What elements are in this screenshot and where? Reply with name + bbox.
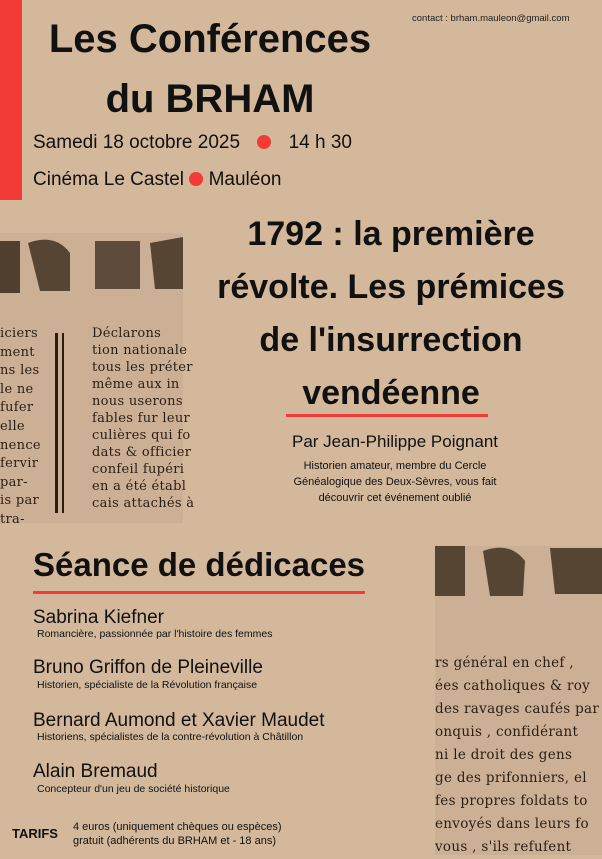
speaker-description bbox=[250, 458, 540, 506]
signing-person-name: Sabrina Kiefner bbox=[33, 607, 164, 628]
scan1-line: Déclarons bbox=[92, 326, 162, 341]
signing-person-role: Historiens, spécialistes de la contre-révolution à Châtillon bbox=[37, 731, 304, 743]
scan1-line: cais attachés à bbox=[92, 496, 195, 511]
scan1-left-line: le ne bbox=[0, 381, 34, 397]
scan1-line: culières qui fo bbox=[92, 428, 191, 443]
speaker-name: Par Jean-Philippe Poignant bbox=[291, 432, 499, 451]
scan1-line: dats & officier bbox=[92, 445, 192, 460]
tarifs-details bbox=[73, 820, 282, 848]
scan2-line: des ravages caufés par bbox=[435, 701, 600, 717]
scan1-left-line: elle bbox=[0, 418, 25, 434]
headline-line-2: révolte. Les prémices bbox=[217, 268, 565, 306]
venue-town: Mauléon bbox=[208, 169, 282, 190]
title-line-1: Les Conférences bbox=[48, 17, 372, 61]
scan1-line: nous userons bbox=[92, 394, 183, 409]
scan2-line: vous , s'ils refufent bbox=[435, 839, 572, 855]
event-venue bbox=[33, 169, 281, 191]
scan1-left-line: is par bbox=[0, 493, 40, 509]
speaker-desc-line: découvrir cet événement oublié bbox=[318, 492, 472, 504]
scan1-left-line: nence bbox=[0, 437, 41, 453]
scan1-line: confeil fupéri bbox=[92, 462, 185, 477]
scan2-line: rs général en chef , bbox=[435, 655, 574, 671]
signing-person-name: Alain Bremaud bbox=[33, 761, 158, 782]
event-time: 14 h 30 bbox=[288, 132, 353, 153]
scan2-line: envoyés dans leurs fo bbox=[435, 816, 589, 832]
signing-title-underline bbox=[33, 591, 365, 594]
signing-person-role: Romancière, passionnée par l'histoire des femmes bbox=[37, 628, 273, 640]
scan1-left-line: fufer bbox=[0, 400, 34, 416]
tarif-line: 4 euros (uniquement chèques ou espèces) bbox=[73, 821, 282, 833]
signing-person-role: Concepteur d'un jeu de société historique bbox=[37, 783, 230, 795]
red-dot-icon bbox=[257, 135, 271, 149]
title-line-2: du BRHAM bbox=[105, 77, 315, 121]
venue-name: Cinéma Le Castel bbox=[33, 169, 185, 190]
headline-underline bbox=[286, 414, 488, 417]
headline-line-4: vendéenne bbox=[302, 374, 480, 412]
scan2-line: fes propres foldats to bbox=[435, 793, 588, 809]
red-dot-icon bbox=[189, 172, 203, 186]
scan1-line: tous les préter bbox=[92, 360, 193, 375]
scan1-line: tion nationale bbox=[92, 343, 188, 358]
scan2-line: ge des prifonniers, el bbox=[435, 770, 587, 786]
tarif-line: gratuit (adhérents du BRHAM et - 18 ans) bbox=[73, 835, 276, 847]
scan1-line: en a été établ bbox=[92, 479, 187, 494]
conference-headline bbox=[185, 208, 597, 420]
scan1-line: fables fur leur bbox=[92, 411, 191, 426]
scan1-left-line: iciers bbox=[0, 326, 38, 341]
speaker-desc-line: Historien amateur, membre du Cercle bbox=[303, 460, 487, 472]
contact-email[interactable]: contact : brham.mauleon@gmail.com bbox=[412, 13, 570, 24]
event-date: Samedi 18 octobre 2025 bbox=[33, 132, 241, 153]
archive-document-image-left bbox=[0, 233, 195, 527]
scan1-left-line: tra- bbox=[0, 511, 25, 527]
scan1-left-line: par- bbox=[0, 474, 28, 490]
signing-person-name: Bernard Aumond et Xavier Maudet bbox=[33, 710, 325, 731]
event-date-time bbox=[33, 132, 352, 154]
signing-person-name: Bruno Griffon de Pleineville bbox=[33, 657, 263, 678]
headline-line-1: 1792 : la première bbox=[247, 215, 535, 253]
scan2-line: onquis , confidérant bbox=[435, 724, 579, 740]
scan2-line: ni le droit des gens bbox=[435, 747, 573, 763]
red-accent-bar bbox=[0, 0, 22, 200]
signing-person-role: Historien, spécialiste de la Révolution française bbox=[37, 679, 258, 691]
signing-section-title: Séance de dédicaces bbox=[33, 546, 366, 583]
scan1-left-line: ns les bbox=[0, 363, 40, 379]
speaker-desc-line: Généalogique des Deux-Sèvres, vous fait bbox=[293, 476, 497, 488]
headline-line-3: de l'insurrection bbox=[259, 321, 523, 359]
scan2-line: ées catholiques & roy bbox=[435, 678, 591, 694]
archive-document-image-right bbox=[435, 546, 602, 855]
scan1-line: même aux in bbox=[92, 377, 180, 392]
scan1-left-line: fervir bbox=[0, 456, 39, 472]
scan1-left-line: ment bbox=[0, 344, 35, 360]
tarifs-label: TARIFS bbox=[12, 826, 58, 841]
